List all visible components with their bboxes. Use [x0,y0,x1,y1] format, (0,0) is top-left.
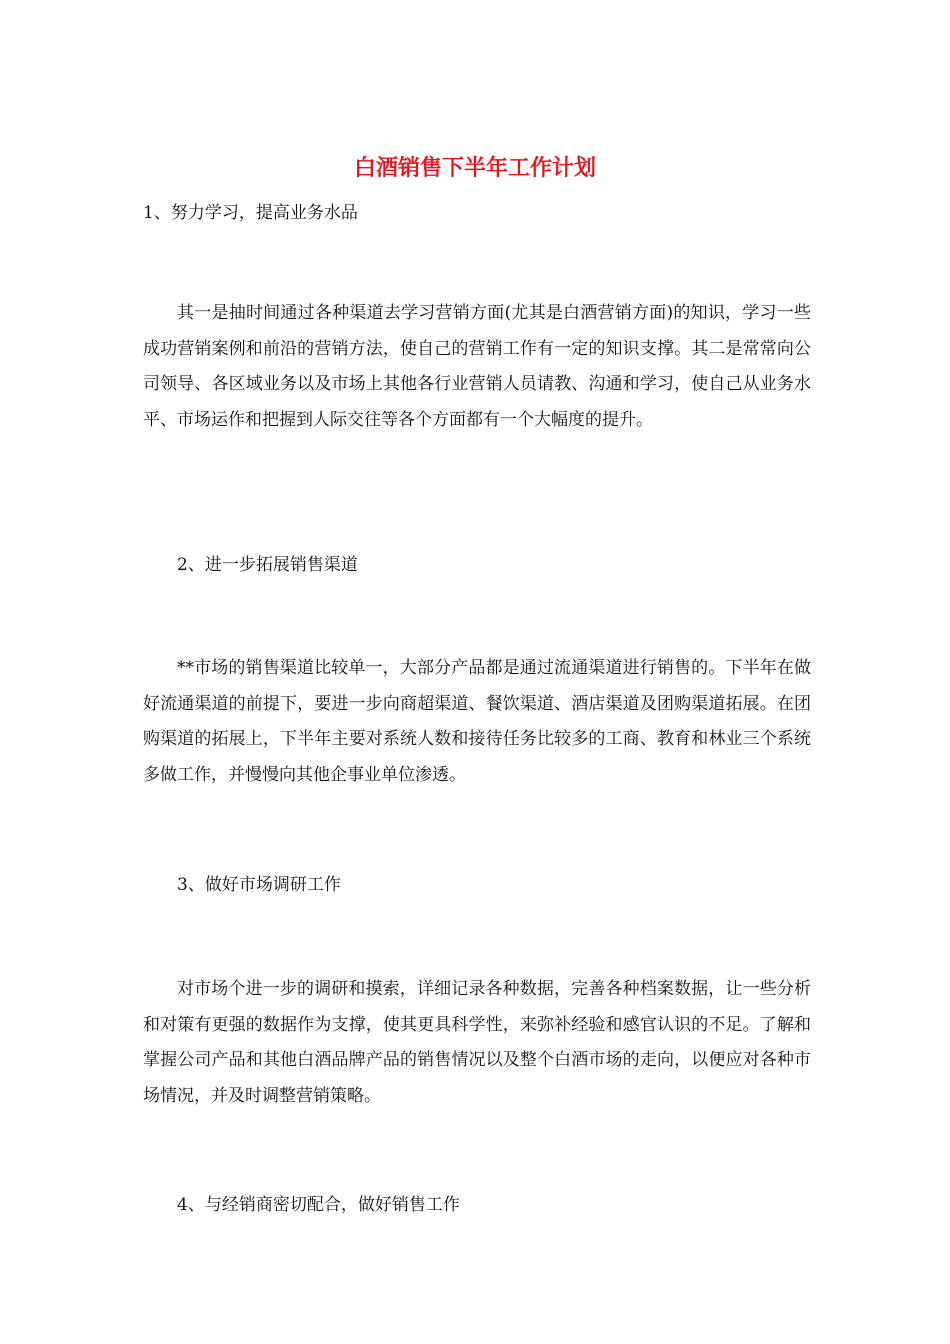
section-1-heading: 1、努力学习，提高业务水品 [143,203,358,223]
section-2-heading: 2、进一步拓展销售渠道 [177,555,358,575]
document-title: 白酒销售下半年工作计划 [353,155,596,181]
section-2-paragraph: **市场的销售渠道比较单一，大部分产品都是通过流通渠道进行销售的。下半年在做好流通渠道的前提下，要进一步向商超渠道、餐饮渠道、酒店渠道及团购渠道拓展。在团购渠道的拓展上，下半年主要对系统人数和接待任务比较多的工商、教育和林业三个系统多做工作，并慢慢向其他企事业单位渗透。 [143,658,811,785]
section-3-paragraph: 对市场个进一步的调研和摸索，详细记录各种数据，完善各种档案数据，让一些分析和对策有更强的数据作为支撑，使其更具科学性，来弥补经验和感官认识的不足。了解和掌握公司产品和其他白酒品牌产品的销售情况以及整个白酒市场的走向，以便应对各种市场情况，并及时调整营销策略。 [143,979,811,1106]
section-1-paragraph: 其一是抽时间通过各种渠道去学习营销方面(尤其是白酒营销方面)的知识，学习一些成功营销案例和前沿的营销方法，使自己的营销工作有一定的知识支撑。其二是常常向公司领导、各区域业务以及市场上其他各行业营销人员请教、沟通和学习，使自己从业务水平、市场运作和把握到人际交往等各个方面都有一个大幅度的提升。 [143,303,811,430]
section-4-heading: 4、与经销商密切配合，做好销售工作 [177,1195,460,1215]
section-3-heading: 3、做好市场调研工作 [177,875,341,895]
